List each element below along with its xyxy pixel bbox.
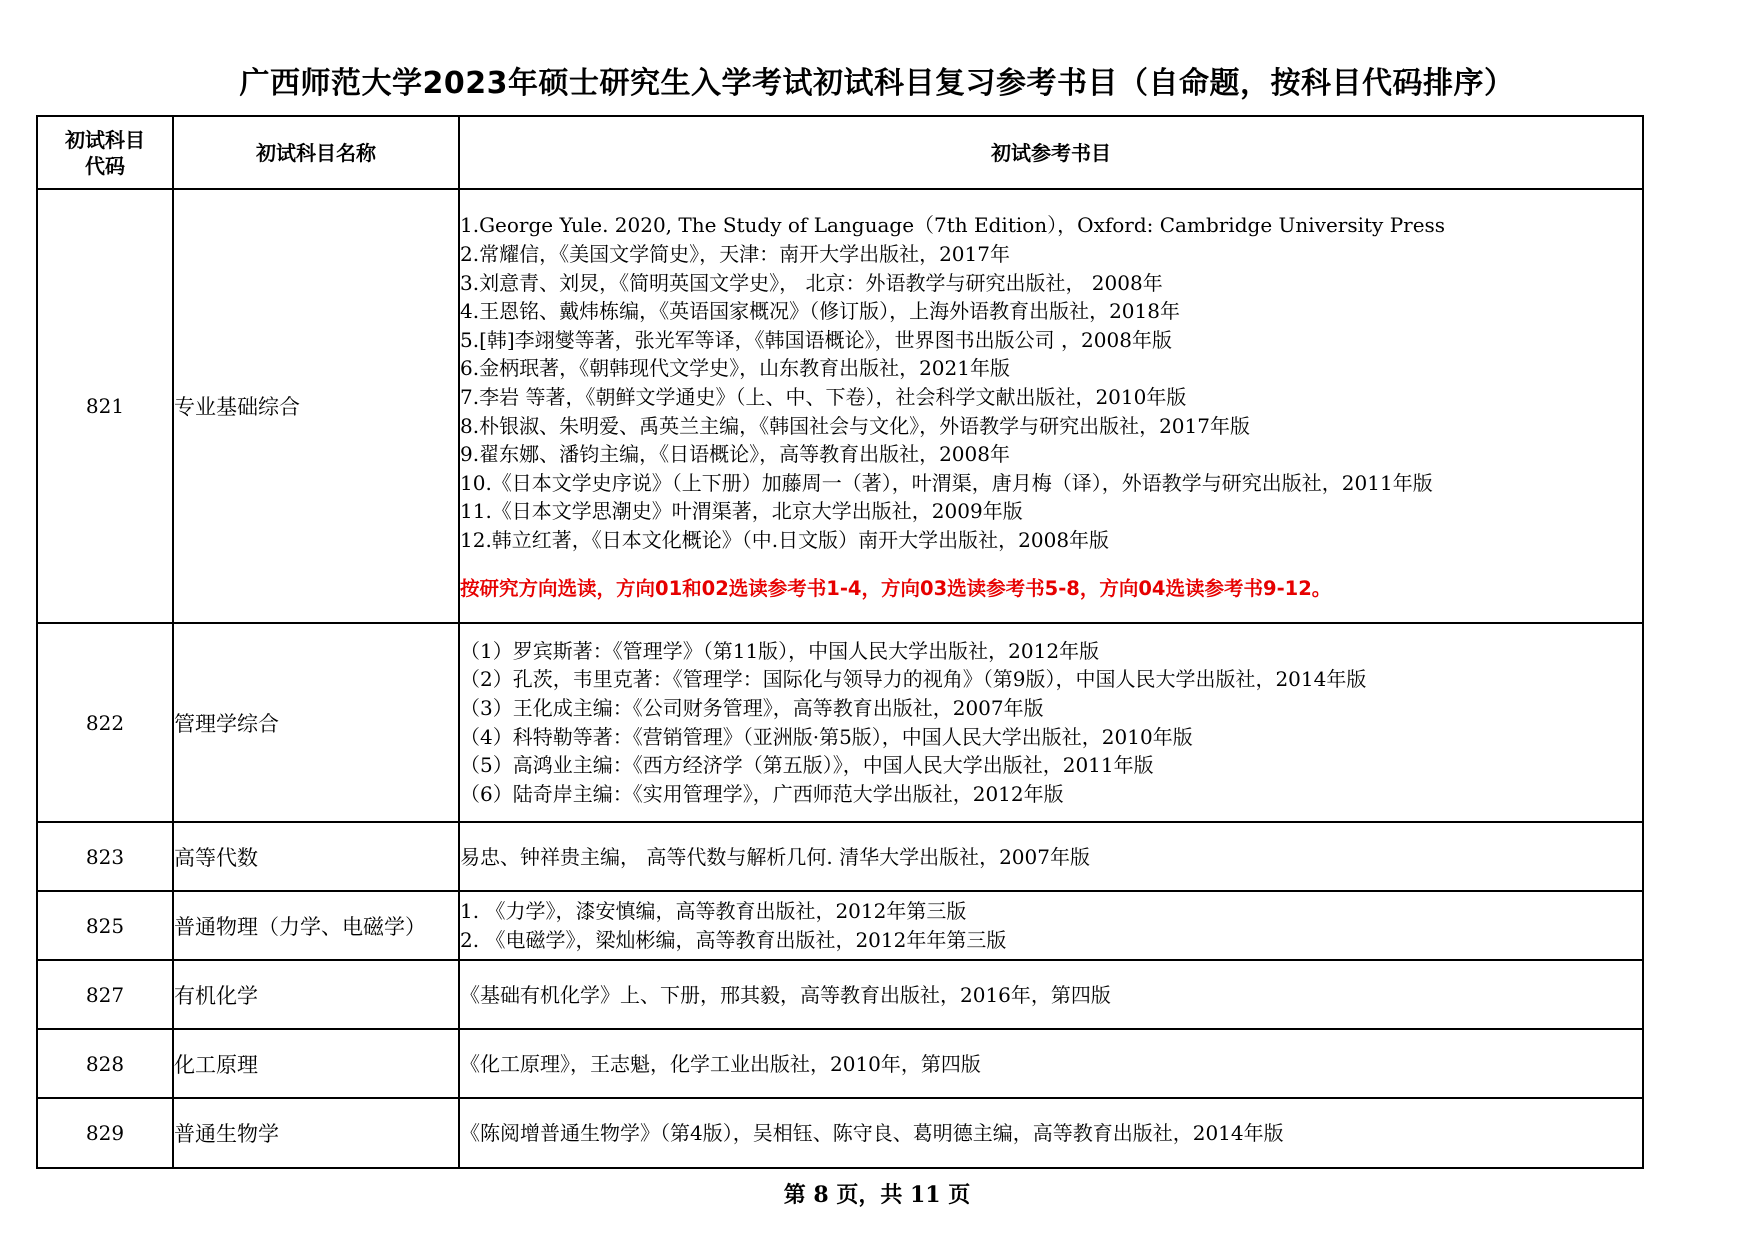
reference-item: 1. 《力学》，漆安慎编，高等教育出版社，2012年第三版 xyxy=(460,898,967,923)
header-subject-name: 初试科目名称 xyxy=(173,116,459,189)
subject-code: 828 xyxy=(37,1029,173,1098)
table-row xyxy=(37,960,1643,1029)
page-title: 广西师范大学2023年硕士研究生入学考试初试科目复习参考书目（自命题，按科目代码排序） xyxy=(239,66,1515,101)
reference-books-table xyxy=(36,115,1644,1169)
reference-item: （3）王化成主编：《公司财务管理》，高等教育出版社，2007年版 xyxy=(460,695,1044,720)
reference-item: （1）罗宾斯著：《管理学》（第11版），中国人民大学出版社，2012年版 xyxy=(460,638,1100,663)
subject-name: 普通生物学 xyxy=(173,1098,459,1168)
reference-list xyxy=(459,960,1643,1029)
subject-code: 827 xyxy=(37,960,173,1029)
reference-item: 11.《日本文学思潮史》叶渭渠著，北京大学出版社，2009年版 xyxy=(460,499,1023,524)
reference-item: 12.韩立红著，《日本文化概论》（中.日文版）南开大学出版社，2008年版 xyxy=(460,527,1110,552)
reference-item: 5.[韩]李翊燮等著，张光军等译，《韩国语概论》，世界图书出版公司 ，2008年版 xyxy=(460,327,1172,352)
reference-list xyxy=(459,1029,1643,1098)
subject-name: 化工原理 xyxy=(173,1029,459,1098)
subject-name: 有机化学 xyxy=(173,960,459,1029)
reference-list xyxy=(459,822,1643,891)
reference-list xyxy=(459,1098,1643,1168)
reference-item: 6.金柄珉著，《朝韩现代文学史》，山东教育出版社，2021年版 xyxy=(460,356,1010,381)
reference-item: 《化工原理》，王志魁，化学工业出版社，2010年，第四版 xyxy=(460,1051,981,1076)
header-reference-books: 初试参考书目 xyxy=(459,116,1643,189)
reference-item: 10.《日本文学史序说》（上下册）加藤周一（著），叶渭渠，唐月梅（译），外语教学与研究出版社，2011年版 xyxy=(460,470,1433,495)
table-header-row xyxy=(37,116,1643,189)
subject-code: 823 xyxy=(37,822,173,891)
reference-item: 《陈阅增普通生物学》（第4版），吴相钰、陈守良、葛明德主编，高等教育出版社，2014年版 xyxy=(460,1121,1284,1145)
reference-item: 2. 《电磁学》，梁灿彬编，高等教育出版社，2012年年第三版 xyxy=(460,927,1007,952)
reference-item: （6）陆奇岸主编：《实用管理学》，广西师范大学出版社，2012年版 xyxy=(460,781,1064,806)
page-number-footer: 第 8 页，共 11 页 xyxy=(783,1182,971,1208)
reference-item: 易忠、钟祥贵主编， 高等代数与解析几何. 清华大学出版社，2007年版 xyxy=(460,844,1090,869)
table-row xyxy=(37,623,1643,822)
reference-item: 2.常耀信，《美国文学简史》，天津：南开大学出版社，2017年 xyxy=(460,242,1010,267)
table-row xyxy=(37,891,1643,960)
reference-item: 3.刘意青、刘炅，《简明英国文学史》， 北京：外语教学与研究出版社， 2008年 xyxy=(460,270,1163,295)
reference-list xyxy=(459,891,1643,960)
direction-note: 按研究方向选读，方向01和02选读参考书1-4，方向03选读参考书5-8，方向04选读参考书9-12。 xyxy=(460,576,1332,600)
subject-name: 管理学综合 xyxy=(173,623,459,822)
header-code-line1: 初试科目 xyxy=(65,127,145,152)
reference-item: （5）高鸿业主编：《西方经济学（第五版）》，中国人民大学出版社，2011年版 xyxy=(460,753,1154,778)
subject-code: 829 xyxy=(37,1098,173,1168)
reference-item: 《基础有机化学》上、下册，邢其毅，高等教育出版社，2016年，第四版 xyxy=(460,982,1111,1007)
reference-list xyxy=(459,189,1643,623)
subject-code: 821 xyxy=(37,189,173,623)
header-subject-code xyxy=(37,116,173,189)
table-row xyxy=(37,189,1643,623)
reference-item: 8.朴银淑、朱明爱、禹英兰主编，《韩国社会与文化》，外语教学与研究出版社，2017年版 xyxy=(460,413,1250,438)
reference-item: 1.George Yule. 2020, The Study of Language（7th Edition），Oxford: Cambridge University Press xyxy=(460,213,1446,238)
reference-item: （2）孔茨，韦里克著：《管理学：国际化与领导力的视角》（第9版），中国人民大学出版社，2014年版 xyxy=(460,667,1367,692)
subject-code: 825 xyxy=(37,891,173,960)
header-code-line2: 代码 xyxy=(85,153,125,178)
table-row xyxy=(37,1029,1643,1098)
reference-item: （4）科特勒等著：《营销管理》（亚洲版·第5版），中国人民大学出版社，2010年版 xyxy=(460,724,1193,749)
table-row xyxy=(37,1098,1643,1168)
reference-item: 4.王恩铭、戴炜栋编，《英语国家概况》（修订版），上海外语教育出版社，2018年 xyxy=(460,299,1180,324)
subject-code: 822 xyxy=(37,623,173,822)
table-row xyxy=(37,822,1643,891)
reference-item: 9.翟东娜、潘钧主编，《日语概论》，高等教育出版社，2008年 xyxy=(460,442,1010,467)
subject-name: 高等代数 xyxy=(173,822,459,891)
subject-name: 普通物理（力学、电磁学） xyxy=(173,891,459,960)
reference-list xyxy=(459,623,1643,822)
subject-name: 专业基础综合 xyxy=(173,189,459,623)
reference-item: 7.李岩 等著，《朝鲜文学通史》（上、中、下卷），社会科学文献出版社，2010年版 xyxy=(460,385,1187,409)
